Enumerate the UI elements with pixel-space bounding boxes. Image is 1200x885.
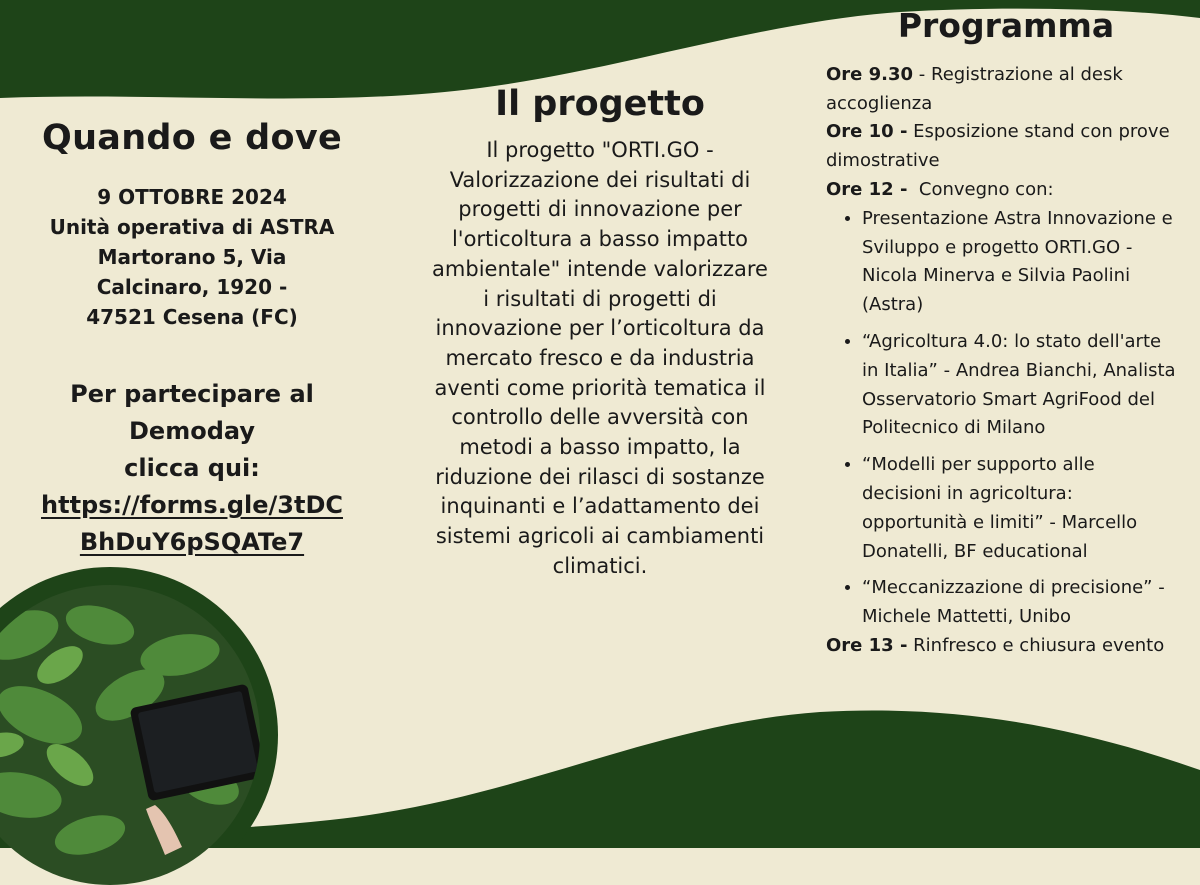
talk-item: • “Meccanizzazione di precisione” - Michele Mattetti, Unibo xyxy=(862,574,1178,632)
program-slot xyxy=(826,61,1178,119)
slot-text: - Registrazione al desk accoglienza xyxy=(826,63,1123,114)
event-date: 9 OTTOBRE 2024 xyxy=(97,185,287,209)
cta-line: Per partecipare al xyxy=(70,380,314,408)
cta-line: Demoday xyxy=(129,417,255,445)
slot-time: Ore 13 - xyxy=(826,634,908,656)
registration-link[interactable]: https://forms.gle/3tDCBhDuY6pSQATe7 xyxy=(41,491,343,556)
talk-item: • “Agricoltura 4.0: lo stato dell'arte in Italia” - Andrea Bianchi, Analista Osservatorio Smart AgriFood del Politecnico di Milano xyxy=(862,328,1178,443)
event-details xyxy=(22,182,362,332)
slot-text: Convegno con: xyxy=(907,178,1054,200)
when-where-section xyxy=(22,110,362,561)
program-slot xyxy=(826,176,1178,205)
program-section xyxy=(826,6,1178,661)
slot-time: Ore 10 - xyxy=(826,121,908,143)
program-slot xyxy=(826,118,1178,176)
registration-cta xyxy=(22,376,362,561)
section-title: Il progetto xyxy=(495,84,705,124)
project-description: Il progetto "ORTI.GO - Valorizzazione dei risultati di progetti di innovazione per l'orticoltura a basso impatto ambientale" intende valorizzare i risultati di progetti di innovazione per l’orticoltura da mercato fresco e da industria aventi come priorità tematica il controllo delle avversità con metodi a basso impatto, la riduzione dei rilasci di sostanze inquinanti e l’adattamento dei sistemi agricoli ai cambiamenti climatici. xyxy=(432,138,768,578)
address-line: Calcinaro, 1920 - xyxy=(96,275,288,299)
talk-item: • Presentazione Astra Innovazione e Sviluppo e progetto ORTI.GO - Nicola Minerva e Silvia Paolini (Astra) xyxy=(862,205,1178,320)
address-line: Martorano 5, Via xyxy=(97,245,287,269)
project-section xyxy=(430,84,770,582)
cta-line: clicca qui: xyxy=(124,454,260,482)
slot-time: Ore 12 - xyxy=(826,178,908,200)
venue-line: Unità operativa di ASTRA xyxy=(49,215,335,239)
section-title: Programma xyxy=(897,6,1115,45)
program-slot xyxy=(826,632,1178,661)
talk-item: • “Modelli per supporto alle decisioni in agricoltura: opportunità e limiti” - Marcello Donatelli, BF educational xyxy=(862,451,1178,566)
talk-list xyxy=(826,205,1178,632)
address-line: 47521 Cesena (FC) xyxy=(86,305,298,329)
slot-text: Esposizione stand con prove dimostrative xyxy=(826,121,1170,172)
slot-text: Rinfresco e chiusura evento xyxy=(907,634,1165,656)
slot-time: Ore 9.30 xyxy=(826,63,914,85)
section-title: Quando e dove xyxy=(42,118,342,158)
